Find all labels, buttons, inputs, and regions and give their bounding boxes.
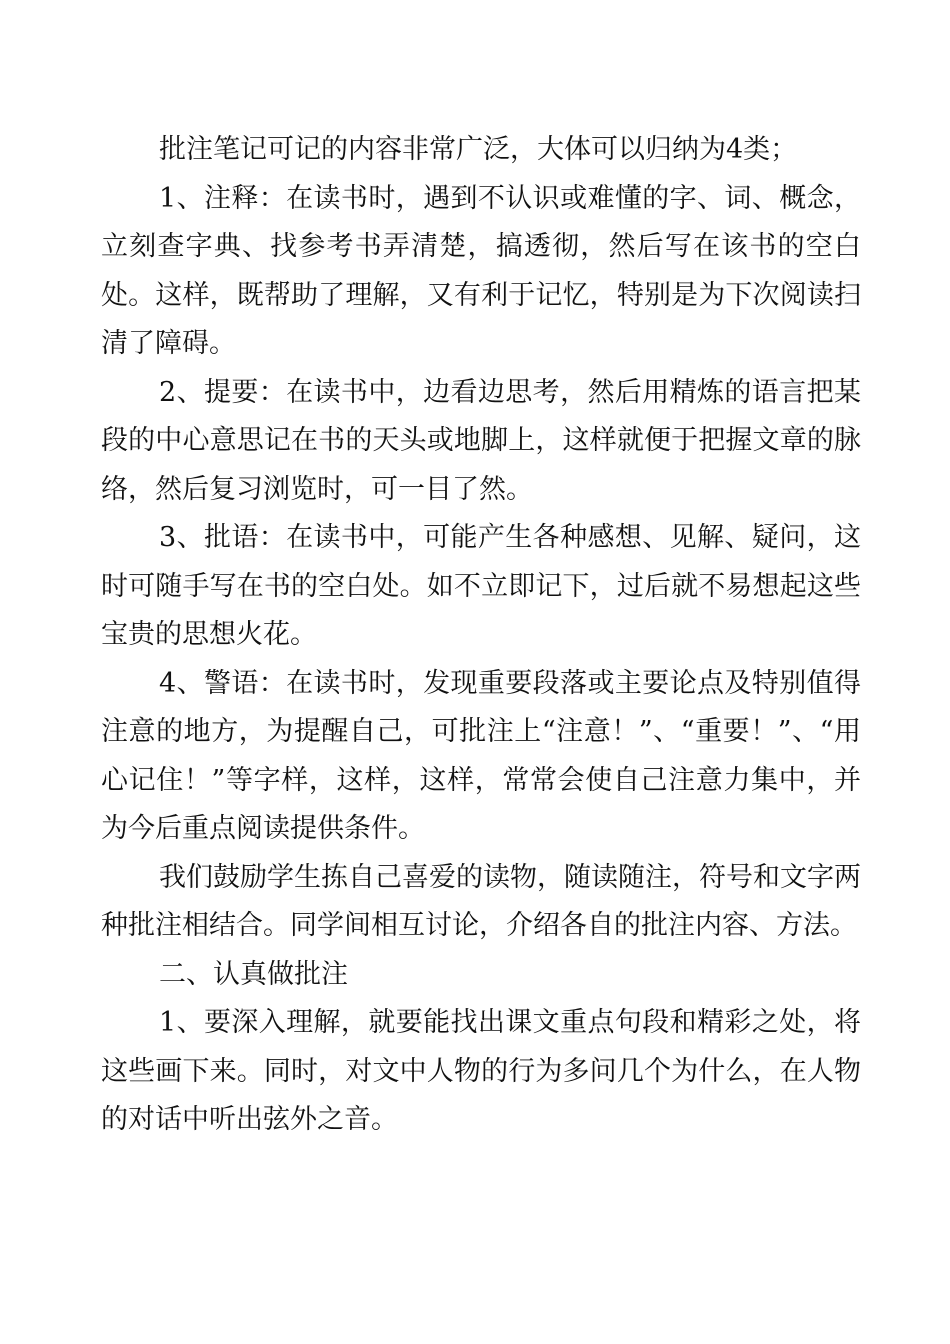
section-heading: 二、认真做批注 [159,958,348,990]
paragraph-understanding: 1、要深入理解，就要能找出课文重点句段和精彩之处，将这些画下来。同时，对文中人物的行为多问几个为什么，在人物的对话中听出弦外之音。 [101,1007,861,1135]
document-body [101,126,861,1145]
paragraph-annotation: 1、注释：在读书时，遇到不认识或难懂的字、词、概念，立刻查字典、找参考书弄清楚，搞透彻，然后写在该书的空白处。这样，既帮助了理解，又有利于记忆，特别是为下次阅读扫清了障碍。 [101,182,861,359]
paragraph-intro: 批注笔记可记的内容非常广泛，大体可以归纳为4类； [159,134,798,165]
paragraph-summary: 2、提要：在读书中，边看边思考，然后用精炼的语言把某段的中心意思记在书的天头或地脚上，这样就便于把握文章的脉络，然后复习浏览时，可一目了然。 [101,376,861,505]
paragraph-warning: 4、警语：在读书时，发现重要段落或主要论点及特别值得注意的地方，为提醒自己，可批注上“注意！”、“重要！”、“用心记住！”等字样，这样，这样，常常会使自己注意力集中，并为今后重点阅读提供条件。 [101,667,861,844]
paragraph-comment: 3、批语：在读书中，可能产生各种感想、见解、疑问，这时可随手写在书的空白处。如不立即记下，过后就不易想起这些宝贵的思想火花。 [101,522,861,650]
paragraph-encourage: 我们鼓励学生拣自己喜爱的读物，随读随注，符号和文字两种批注相结合。同学间相互讨论，介绍各自的批注内容、方法。 [101,861,861,941]
